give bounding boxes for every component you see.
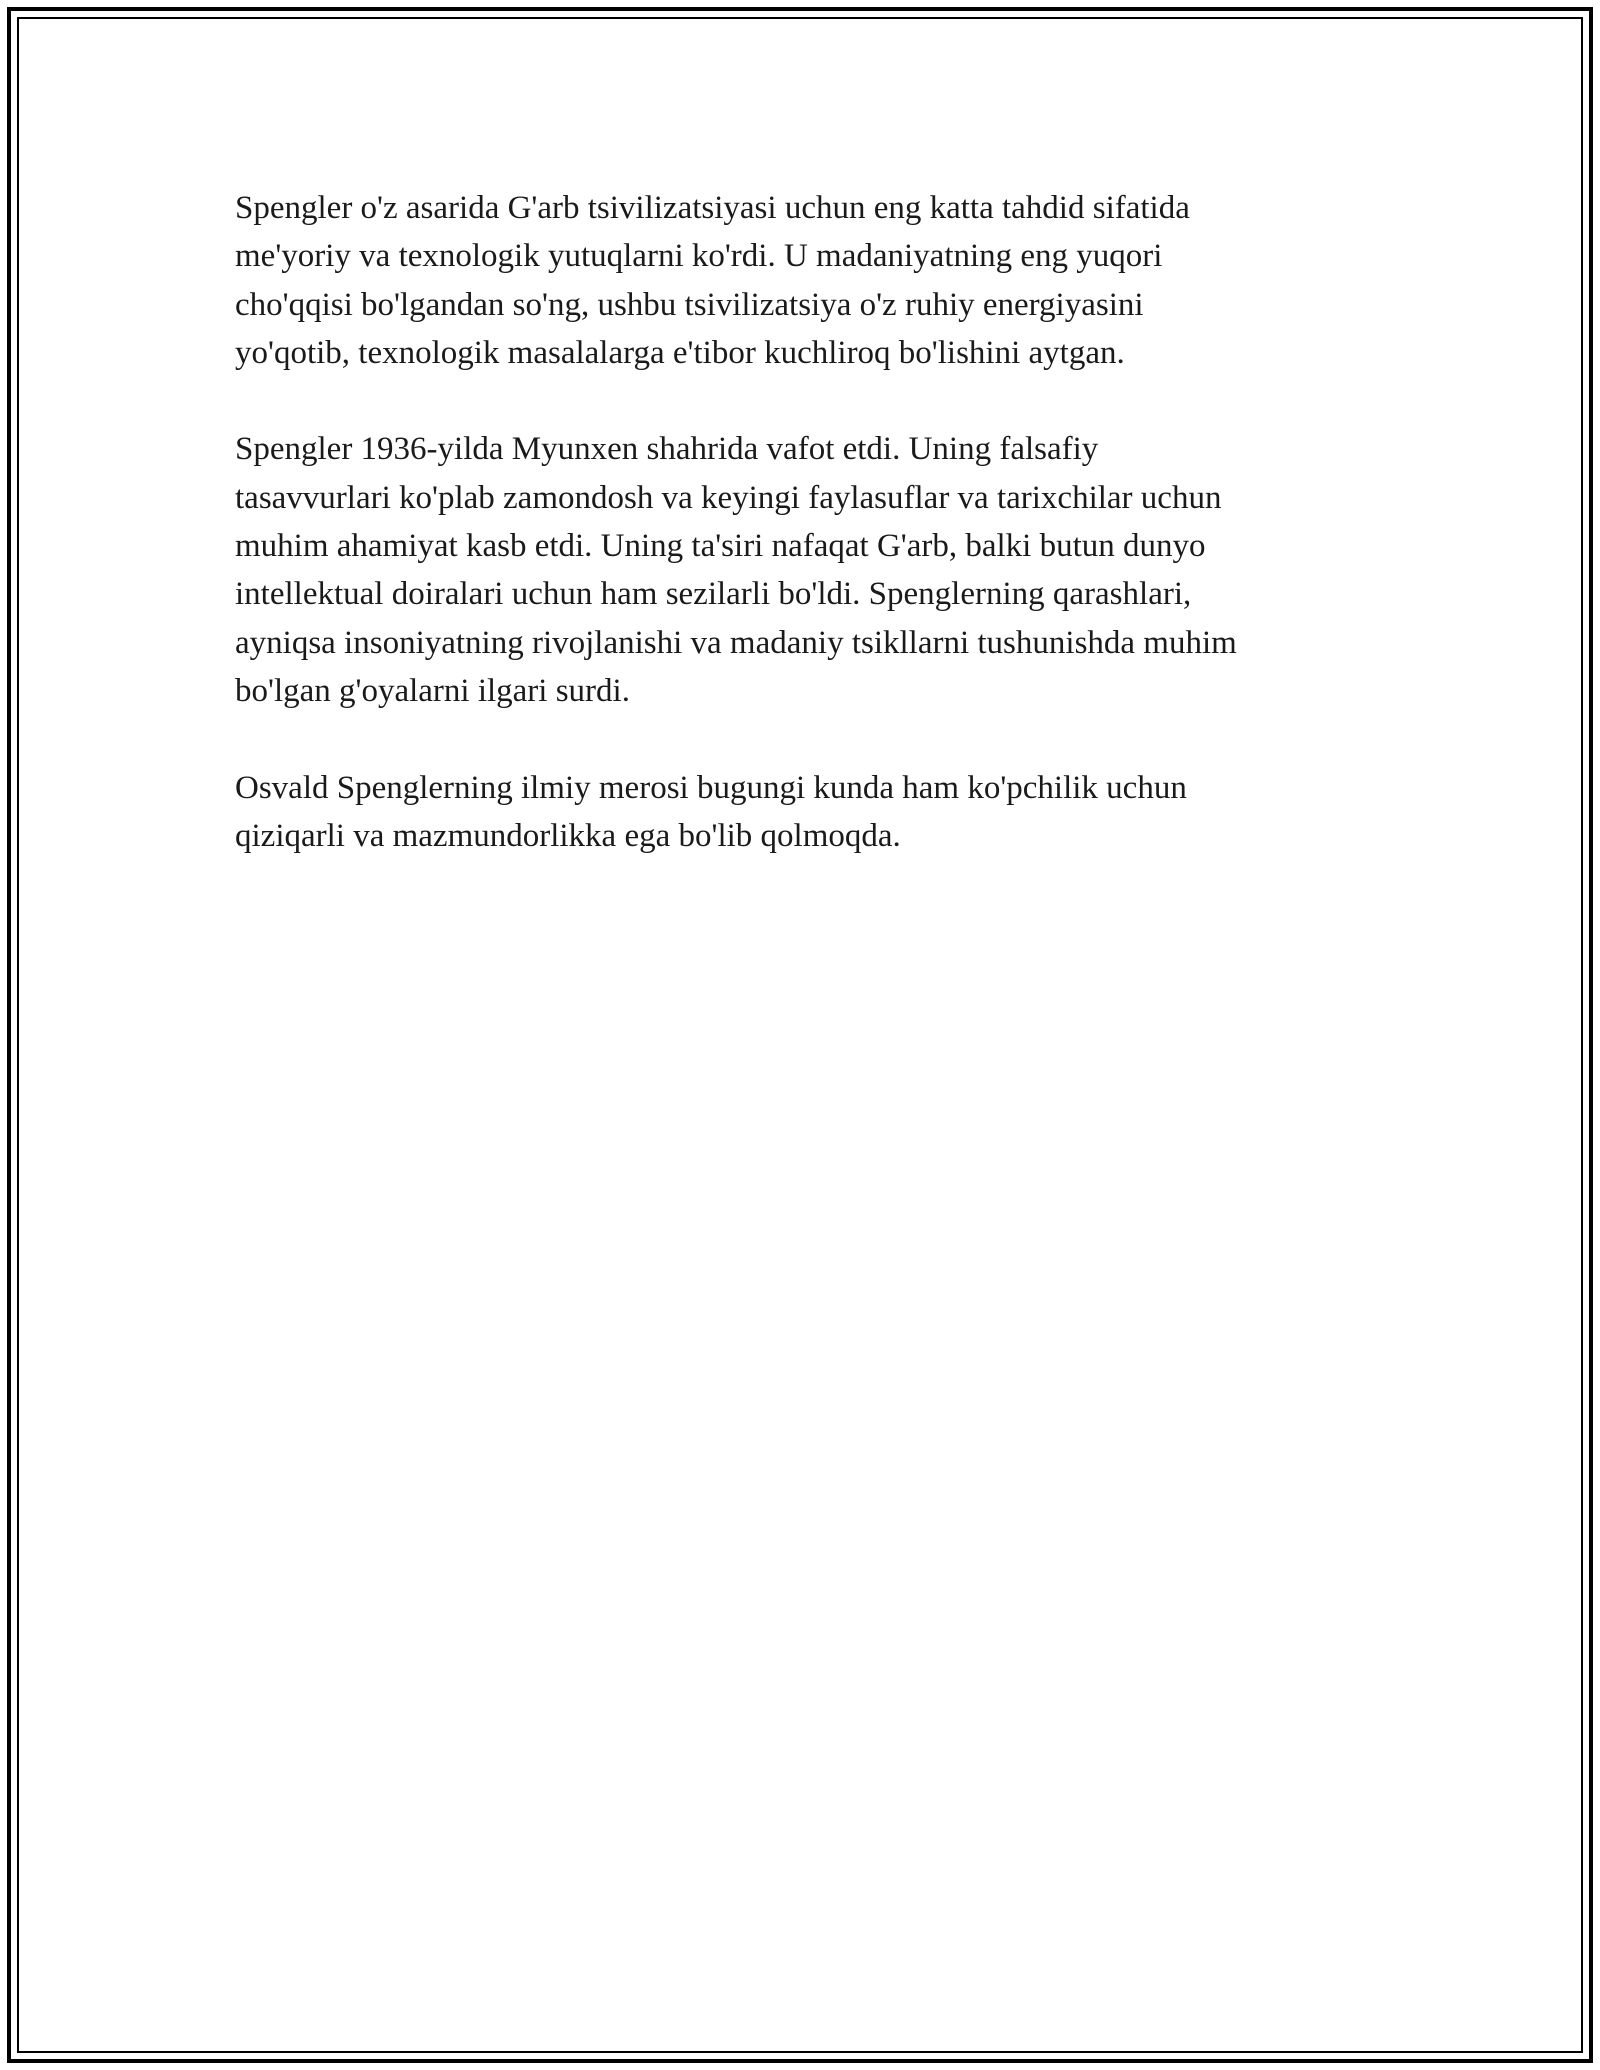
paragraph-spengler-death-legacy: Spengler 1936-yilda Myunxen shahrida vafot etdi. Uning falsafiy tasavvurlari ko'plab zamondosh va keyingi faylasuflar va tarixchilar uchun muhim ahamiyat kasb etdi. Uning ta'siri nafaqat G'arb, balki butun dunyo intellektual doiralari uchun ham sezilarli bo'ldi. Spenglerning qarashlari, ayniqsa insoniyatning rivojlanishi va madaniy tsikllarni tushunishda muhim bo'lgan g'oyalarni ilgari surdi. — [235, 431, 1237, 709]
paragraph-scientific-heritage: Osvald Spenglerning ilmiy merosi bugungi kunda ham ko'pchilik uchun qiziqarli va mazmundorlikka ega bo'lib qolmoqda. — [235, 769, 1187, 854]
paragraph-spengler-threat: Spengler o'z asarida G'arb tsivilizatsiyasi uchun eng katta tahdid sifatida me'yoriy va texnologik yutuqlarni ko'rdi. U madaniyatning eng yuqori cho'qqisi bo'lgandan so'ng, ushbu tsivilizatsiya o'z ruhiy energiyasini yo'qotib, texnologik masalalarga e'tibor kuchliroq bo'lishini aytgan. — [235, 190, 1190, 371]
document-body — [235, 184, 1375, 908]
